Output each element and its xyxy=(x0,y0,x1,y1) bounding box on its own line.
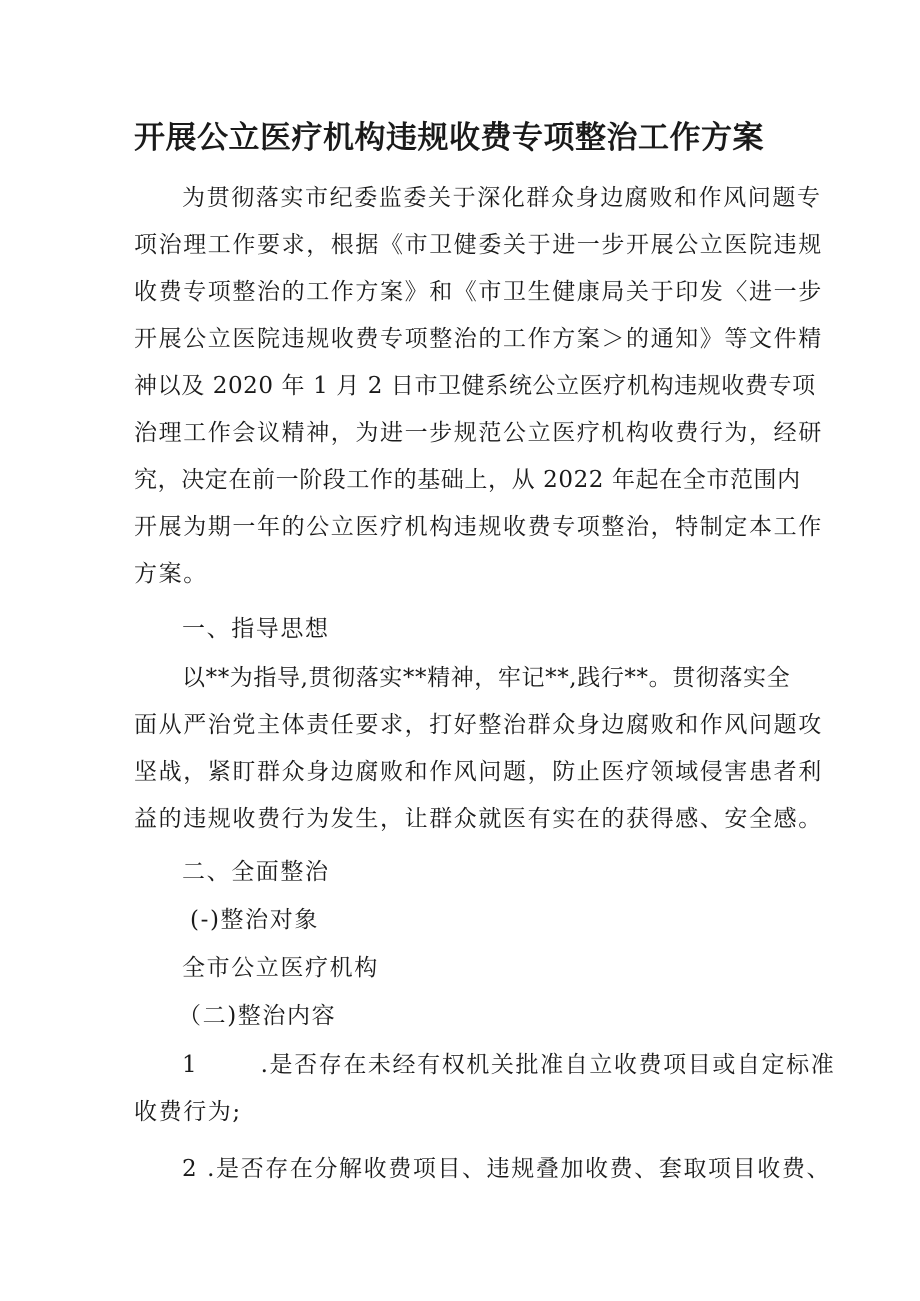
subsection-heading-content: （二)整治内容 xyxy=(178,1003,337,1029)
section1-line: 益的违规收费行为发生，让群众就医有实在的获得感、安全感。 xyxy=(134,806,823,832)
section-heading-comprehensive-rectification: 二、全面整治 xyxy=(182,859,330,885)
list-item-1-line: 收费行为; xyxy=(134,1099,242,1125)
list-item-1-line: 1 .是否存在未经有权机关批准自立收费项目或自定标准 xyxy=(182,1052,836,1078)
subsection-heading-targets: (-)整治对象 xyxy=(190,907,319,933)
section1-line: 坚战，紧盯群众身边腐败和作风问题，防止医疗领域侵害患者利 xyxy=(134,759,823,785)
page-title: 开展公立医疗机构违规收费专项整治工作方案 xyxy=(134,120,764,156)
intro-line: 开展为期一年的公立医疗机构违规收费专项整治，特制定本工作 xyxy=(134,514,823,540)
intro-line: 开展公立医院违规收费专项整治的工作方案＞的通知》等文件精 xyxy=(134,326,823,352)
subsection-text-targets: 全市公立医疗机构 xyxy=(182,955,379,981)
intro-line: 究，决定在前一阶段工作的基础上，从 2022 年起在全市范围内 xyxy=(134,467,801,493)
intro-line: 收费专项整治的工作方案》和《市卫生健康局关于印发〈进一步 xyxy=(134,279,823,305)
section1-line: 以**为指导,贯彻落实**精神，牢记**,践行**。贯彻落实全 xyxy=(182,665,791,691)
intro-line: 治理工作会议精神，为进一步规范公立医疗机构收费行为，经研 xyxy=(134,420,823,446)
list-item-2-line: 2 .是否存在分解收费项目、违规叠加收费、套取项目收费、 xyxy=(182,1156,832,1182)
section1-line: 面从严治党主体责任要求，打好整治群众身边腐败和作风问题攻 xyxy=(134,712,823,738)
intro-line: 项治理工作要求，根据《市卫健委关于进一步开展公立医院违规 xyxy=(134,232,823,258)
section-heading-guiding-thought: 一、指导思想 xyxy=(182,616,330,642)
intro-line: 方案。 xyxy=(134,561,208,587)
intro-line: 为贯彻落实市纪委监委关于深化群众身边腐败和作风问题专 xyxy=(182,185,822,211)
intro-line: 神以及 2020 年 1 月 2 日市卫健系统公立医疗机构违规收费专项 xyxy=(134,373,816,399)
